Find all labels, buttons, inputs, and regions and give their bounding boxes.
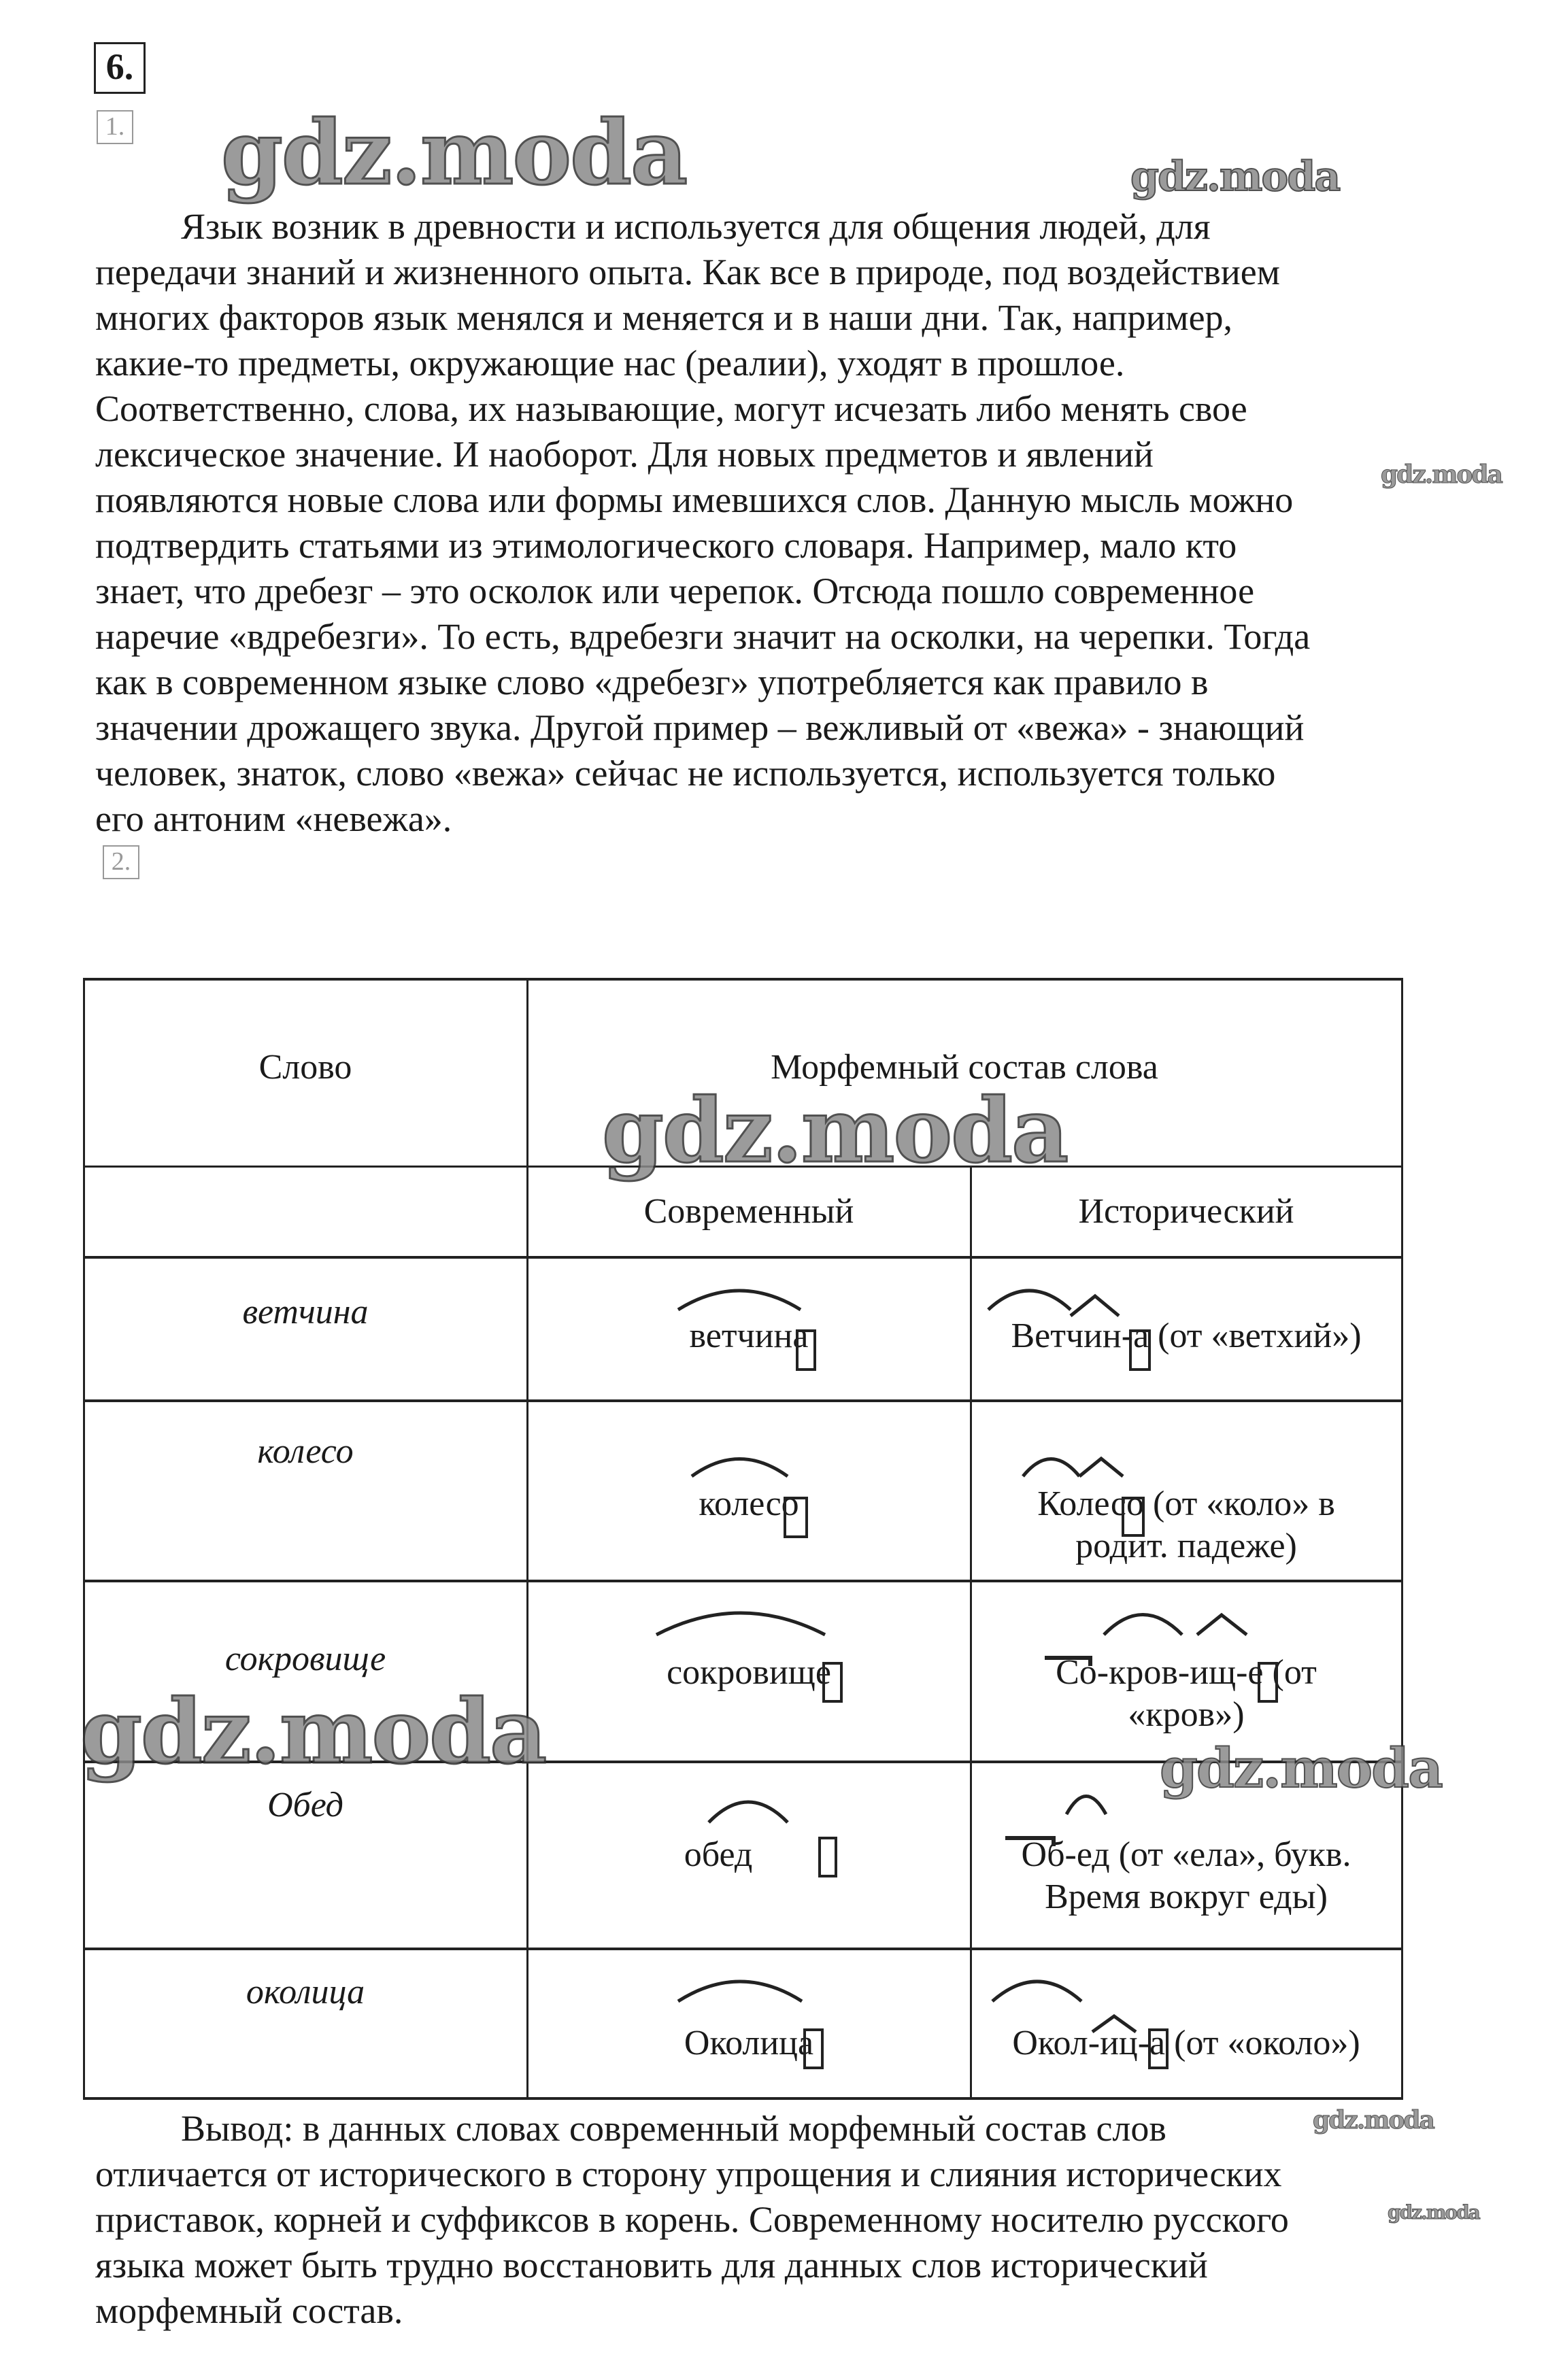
root-arc-icon [678, 1982, 802, 2001]
row-historical: Об-ед (от «ела», букв. [1021, 1835, 1351, 1874]
ending-box-icon [820, 1838, 836, 1876]
row-historical: Ветчин-а (от «ветхий») [1011, 1316, 1362, 1355]
header-word: Слово [258, 1048, 352, 1087]
row-word: околица [246, 1973, 365, 2011]
row-modern: колесо [699, 1484, 799, 1523]
row-word: ветчина [242, 1293, 369, 1331]
root-arc-icon [656, 1613, 825, 1635]
paragraph-line: подтвердить статьями из этимологического словаря. Например, мало кто [95, 525, 1237, 566]
paragraph-line: знает, что дребезг – это осколок или черепок. Отсюда пошло современное [95, 571, 1255, 611]
ending-box-icon [797, 1331, 815, 1370]
row-historical: «кров») [1128, 1695, 1245, 1734]
conclusion-line: приставок, корней и суффиксов в корень. Современному носителю русского [95, 2199, 1289, 2240]
paragraph-line: лексическое значение. И наоборот. Для новых предметов и явлений [95, 434, 1154, 475]
conclusion-line: отличается от исторического в сторону упрощения и слияния исторических [95, 2154, 1282, 2194]
row-modern: обед [684, 1835, 753, 1874]
root-arc-icon [992, 1982, 1081, 2001]
paragraph-line: значении дрожащего звука. Другой пример – вежливый от «вежа» - знающий [95, 707, 1305, 748]
task-2-label: 2. [103, 845, 139, 879]
paragraph-line: человек, знаток, слово «вежа» сейчас не используется, используется только [95, 753, 1276, 794]
paragraph-line: Язык возник в древности и используется для общения людей, для [181, 206, 1211, 247]
paragraph-line: появляются новые слова или формы имевшихся слов. Данную мысль можно [95, 479, 1294, 520]
row-word: сокровище [224, 1639, 386, 1678]
ending-box-icon [785, 1498, 807, 1537]
root-arc-icon [1104, 1615, 1182, 1635]
header-morph: Морфемный состав слова [771, 1048, 1158, 1087]
row-historical: Колесо (от «коло» в [1037, 1484, 1335, 1523]
paragraph-line: какие-то предметы, окружающие нас (реалии), уходят в прошлое. [95, 343, 1125, 384]
ending-box-icon [805, 2030, 822, 2068]
watermark: gdz.moda [1130, 153, 1340, 201]
watermark: gdz.moda [1381, 460, 1502, 489]
ending-box-icon [1123, 1498, 1143, 1535]
subheader-historical: Исторический [1078, 1192, 1294, 1231]
root-arc-icon [988, 1291, 1071, 1310]
prefix-line-icon [1005, 1838, 1054, 1846]
suffix-caret-icon [1197, 1615, 1247, 1635]
root-arc-icon [692, 1459, 788, 1477]
paragraph-line: наречие «вдребезги». То есть, вдребезги значит на осколки, на черепки. Тогда [95, 616, 1311, 657]
root-arc-icon [709, 1802, 788, 1822]
prefix-line-icon [1045, 1658, 1090, 1666]
row-modern: сокровище [667, 1653, 831, 1692]
suffix-caret-icon [1092, 2016, 1136, 2032]
conclusion-line: морфемный состав. [95, 2290, 403, 2331]
watermark: gdz.moda [221, 101, 687, 205]
row-modern: Околица [684, 2024, 814, 2062]
paragraph-line: передачи знаний и жизненного опыта. Как все в природе, под воздействием [95, 252, 1280, 292]
row-word: колесо [257, 1432, 354, 1471]
suffix-caret-icon [1071, 1296, 1119, 1316]
root-arc-icon [1066, 1797, 1106, 1815]
row-word: Обед [267, 1786, 343, 1824]
root-arc-icon [678, 1291, 801, 1310]
ending-box-icon [1259, 1663, 1277, 1701]
ending-box-icon [1130, 1331, 1149, 1370]
suffix-caret-icon [1079, 1459, 1123, 1476]
task-1-label: 1. [97, 110, 133, 144]
watermark: gdz.moda [1313, 2106, 1434, 2135]
root-arc-icon [1023, 1459, 1079, 1477]
exercise-number: 6. [94, 42, 146, 94]
watermark: gdz.moda [1160, 1736, 1442, 1800]
paragraph-line: как в современном языке слово «дребезг» употребляется как правило в [95, 662, 1209, 702]
row-historical: Время вокруг еды) [1045, 1877, 1328, 1916]
paragraph-line: его антоним «невежа». [95, 798, 452, 839]
paragraph-line: Соответственно, слова, их называющие, могут исчезать либо менять свое [95, 388, 1247, 429]
conclusion-line: Вывод: в данных словах современный морфемный состав слов [181, 2108, 1166, 2149]
paragraph-line: многих факторов язык менялся и меняется и в наши дни. Так, например, [95, 297, 1233, 338]
conclusion-line: языка может быть трудно восстановить для данных слов исторический [95, 2245, 1208, 2285]
watermark: gdz.moda [80, 1680, 546, 1784]
ending-box-icon [824, 1663, 841, 1701]
row-historical: Со-кров-ищ-е (от [1056, 1653, 1317, 1692]
ending-box-icon [1149, 2030, 1167, 2068]
watermark: gdz.moda [1388, 2201, 1479, 2224]
row-historical: родит. падеже) [1075, 1527, 1297, 1565]
subheader-modern: Современный [643, 1192, 854, 1231]
row-historical: Окол-иц-а (от «около») [1012, 2024, 1360, 2062]
row-modern: ветчина [689, 1316, 809, 1355]
watermark: gdz.moda [602, 1078, 1068, 1183]
